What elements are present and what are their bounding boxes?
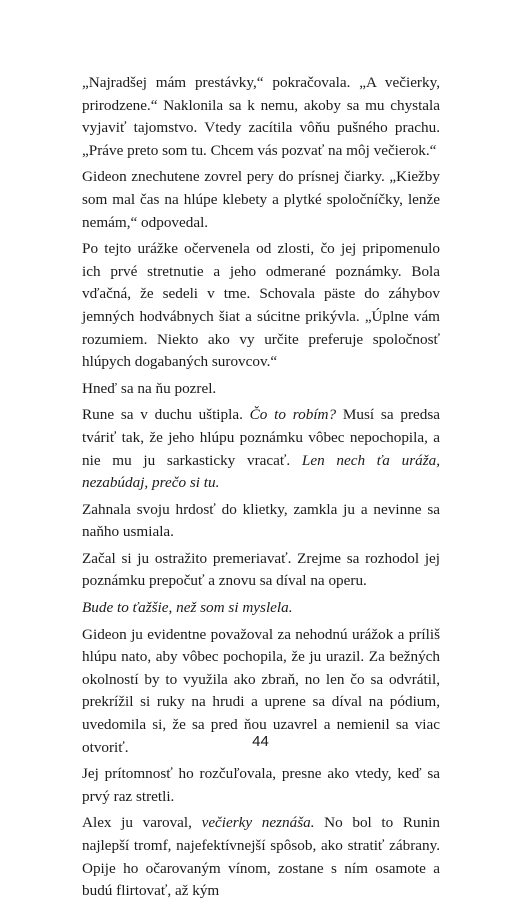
text-segment: Gideon znechutene zovrel pery do prísnej čiarky. „Kiežby som mal čas na hlúpe klebety a plytké spoločníčky, lenže nemám,“ odpovedal. (82, 168, 440, 231)
paragraph (82, 597, 440, 620)
text-segment: Jej prítomnosť ho rozčuľovala, presne ako vtedy, keď sa prvý raz stretli. (82, 765, 440, 805)
paragraph (82, 763, 440, 808)
text-segment: Rune sa v duchu uštipla. (82, 406, 250, 424)
page-number: 44 (252, 733, 269, 750)
paragraph (82, 378, 440, 401)
text-segment: Alex ju varoval, (82, 814, 202, 832)
paragraph (82, 404, 440, 494)
body-text (82, 72, 440, 907)
text-segment: Hneď sa na ňu pozrel. (82, 379, 217, 397)
text-segment: Gideon ju evidentne považoval za nehodnú urážok a príliš hlúpu nato, aby vôbec pochopila, že ju urazil. Za bežných okolností by to využila ako zbraň, no len čo sa odvrátil, prekrížil si ruky na hrudi a uprene sa díval na pódium, uvedomila si, že sa pred ňou uzavrel a nemienil sa viac otvoriť. (82, 625, 440, 756)
text-segment: „Najradšej mám prestávky,“ pokračovala. „A večierky, prirodzene.“ Naklonila sa k nemu, akoby sa mu chystala vyjaviť tajomstvo. Vtedy zacítila vôňu pušného prachu. „Práve preto som tu. Chcem vás pozvať na môj večierok.“ (82, 74, 440, 159)
paragraph (82, 166, 440, 234)
italic-text: Bude to ťažšie, než som si myslela. (82, 599, 293, 617)
paragraph (82, 548, 440, 593)
paragraph (82, 72, 440, 162)
text-segment: Začal si ju ostražito premeriavať. Zrejme sa rozhodol jej poznámku prepočuť a znovu sa díval na operu. (82, 549, 440, 590)
italic-text: Len nech ťa uráža, nezabúdaj, prečo si tu. (82, 451, 441, 492)
paragraph (82, 812, 440, 902)
italic-text: Čo to robím? (249, 406, 337, 424)
text-segment: Musí sa predsa tváriť tak, že jeho hlúpu poznámku vôbec nepochopila, a nie mu ju sarkasticky vracať. (82, 406, 440, 469)
paragraph (82, 499, 440, 544)
text-segment: Po tejto urážke očervenela od zlosti, čo jej pripomenulo ich prvé stretnutie a jeho odmerané poznámky. Bola vďačná, že sedeli v tme. Schovala päste do záhybov jemných hodvábnych šiat a súcitne prikývla. „Úplne vám rozumiem. Niekto ako vy určite preferuje spoločnosť hlúpych dogabaných surovcov.“ (82, 240, 440, 371)
text-segment: Zahnala svoju hrdosť do klietky, zamkla ju a nevinne sa naňho usmiala. (82, 500, 440, 541)
paragraph (82, 238, 440, 374)
italic-text: večierky neznáša. (201, 814, 315, 832)
text-segment: No bol to Runin najlepší tromf, najefektívnejší spôsob, ako stratiť zábrany. Opije ho očarovaným vínom, zostane s ním osamote a budú flirtovať, až kým (82, 814, 440, 900)
